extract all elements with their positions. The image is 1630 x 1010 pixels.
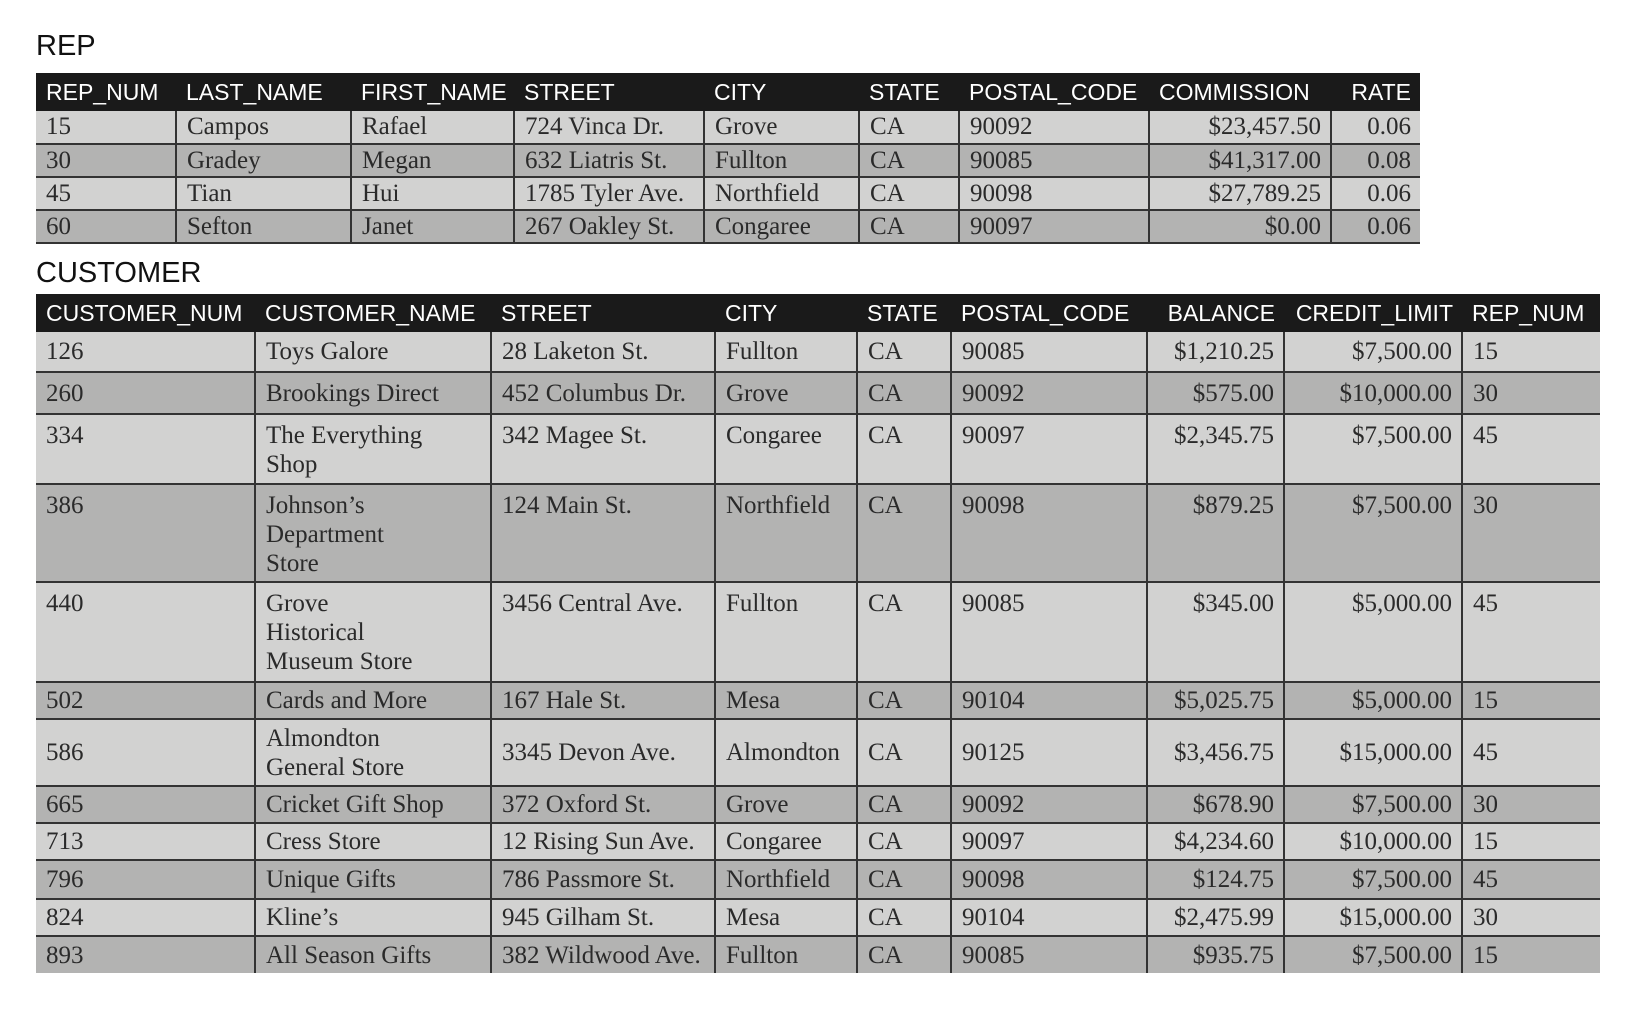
rep-table-title: REP: [36, 30, 96, 62]
table-cell: $5,000.00: [1284, 682, 1462, 719]
rep-table: [36, 73, 1420, 244]
table-cell: $4,234.60: [1147, 823, 1284, 860]
table-cell: CA: [857, 582, 951, 682]
table-cell: 90104: [951, 899, 1147, 936]
table-cell: 267 Oakley St.: [514, 210, 704, 243]
customer-header-row: [36, 294, 1600, 332]
table-cell: Brookings Direct: [255, 372, 491, 414]
table-cell: 126: [36, 332, 255, 372]
table-cell: 90092: [959, 111, 1149, 144]
table-cell: 0.08: [1331, 144, 1420, 177]
table-cell: 0.06: [1331, 210, 1420, 243]
table-cell: Rafael: [351, 111, 514, 144]
column-header: REP_NUM: [1462, 294, 1600, 332]
column-header: CREDIT_LIMIT: [1284, 294, 1462, 332]
table-cell: $15,000.00: [1284, 899, 1462, 936]
table-cell: CA: [857, 332, 951, 372]
table-cell: 15: [1462, 823, 1600, 860]
table-cell: Megan: [351, 144, 514, 177]
table-cell: Cards and More: [255, 682, 491, 719]
table-cell: 124 Main St.: [491, 484, 715, 582]
table-cell: 1785 Tyler Ave.: [514, 177, 704, 210]
table-cell: Mesa: [715, 682, 857, 719]
table-cell: 28 Laketon St.: [491, 332, 715, 372]
table-cell: 30: [1462, 484, 1600, 582]
table-cell: Congaree: [715, 823, 857, 860]
table-cell: 3345 Devon Ave.: [491, 719, 715, 786]
table-cell: $345.00: [1147, 582, 1284, 682]
column-header: CITY: [704, 73, 859, 111]
table-cell: $41,317.00: [1149, 144, 1331, 177]
column-header: FIRST_NAME: [351, 73, 514, 111]
table-cell: 90085: [951, 936, 1147, 973]
table-cell: Grove: [704, 111, 859, 144]
table-cell: 386: [36, 484, 255, 582]
table-cell: Fullton: [715, 936, 857, 973]
table-cell: Sefton: [176, 210, 351, 243]
column-header: CUSTOMER_NUM: [36, 294, 255, 332]
table-cell: $1,210.25: [1147, 332, 1284, 372]
table-cell: 30: [1462, 786, 1600, 823]
table-cell: Janet: [351, 210, 514, 243]
table-cell: 372 Oxford St.: [491, 786, 715, 823]
table-row: [36, 210, 1420, 243]
table-cell: 45: [1462, 414, 1600, 484]
table-cell: Campos: [176, 111, 351, 144]
table-cell: 15: [36, 111, 176, 144]
table-cell: Tian: [176, 177, 351, 210]
table-cell: $10,000.00: [1284, 823, 1462, 860]
column-header: POSTAL_CODE: [959, 73, 1149, 111]
table-cell: Congaree: [715, 414, 857, 484]
table-cell: Toys Galore: [255, 332, 491, 372]
table-row: [36, 899, 1600, 936]
table-cell: CA: [859, 177, 959, 210]
table-cell: $10,000.00: [1284, 372, 1462, 414]
table-cell: 15: [1462, 936, 1600, 973]
table-row: [36, 111, 1420, 144]
table-cell: $575.00: [1147, 372, 1284, 414]
table-cell: Fullton: [704, 144, 859, 177]
table-cell: 452 Columbus Dr.: [491, 372, 715, 414]
table-cell: CA: [857, 936, 951, 973]
rep-header-row: [36, 73, 1420, 111]
column-header: RATE: [1331, 73, 1420, 111]
table-cell: 713: [36, 823, 255, 860]
table-row: [36, 682, 1600, 719]
table-cell: 12 Rising Sun Ave.: [491, 823, 715, 860]
table-cell: 90097: [951, 414, 1147, 484]
table-cell: 167 Hale St.: [491, 682, 715, 719]
table-cell: 382 Wildwood Ave.: [491, 936, 715, 973]
table-cell: $7,500.00: [1284, 332, 1462, 372]
table-cell: 90104: [951, 682, 1147, 719]
table-cell: $7,500.00: [1284, 936, 1462, 973]
table-cell: Northfield: [704, 177, 859, 210]
table-cell: Johnson’s Department Store: [255, 484, 491, 582]
table-cell: 893: [36, 936, 255, 973]
table-cell: Northfield: [715, 860, 857, 899]
table-cell: $7,500.00: [1284, 786, 1462, 823]
table-cell: CA: [857, 682, 951, 719]
table-cell: 440: [36, 582, 255, 682]
table-cell: Hui: [351, 177, 514, 210]
table-cell: 665: [36, 786, 255, 823]
column-header: LAST_NAME: [176, 73, 351, 111]
table-row: [36, 860, 1600, 899]
table-row: [36, 582, 1600, 682]
table-cell: Cress Store: [255, 823, 491, 860]
table-cell: $15,000.00: [1284, 719, 1462, 786]
table-cell: 45: [1462, 582, 1600, 682]
table-cell: 90097: [951, 823, 1147, 860]
table-cell: 724 Vinca Dr.: [514, 111, 704, 144]
table-cell: Grove: [715, 372, 857, 414]
table-cell: 90125: [951, 719, 1147, 786]
customer-table-title: CUSTOMER: [36, 257, 202, 289]
table-cell: $2,475.99: [1147, 899, 1284, 936]
table-cell: All Season Gifts: [255, 936, 491, 973]
table-cell: 90098: [959, 177, 1149, 210]
table-cell: 632 Liatris St.: [514, 144, 704, 177]
table-cell: 45: [1462, 860, 1600, 899]
table-cell: CA: [859, 111, 959, 144]
table-cell: CA: [857, 786, 951, 823]
table-cell: CA: [857, 719, 951, 786]
table-cell: $7,500.00: [1284, 484, 1462, 582]
column-header: STREET: [491, 294, 715, 332]
table-cell: $27,789.25: [1149, 177, 1331, 210]
table-cell: CA: [859, 144, 959, 177]
table-cell: Congaree: [704, 210, 859, 243]
column-header: BALANCE: [1147, 294, 1284, 332]
table-cell: 30: [36, 144, 176, 177]
table-row: [36, 823, 1600, 860]
table-cell: 0.06: [1331, 111, 1420, 144]
table-cell: CA: [857, 899, 951, 936]
table-cell: CA: [857, 860, 951, 899]
table-row: [36, 177, 1420, 210]
table-cell: Kline’s: [255, 899, 491, 936]
table-cell: $7,500.00: [1284, 860, 1462, 899]
table-cell: CA: [857, 414, 951, 484]
table-cell: Mesa: [715, 899, 857, 936]
table-cell: 945 Gilham St.: [491, 899, 715, 936]
table-cell: 502: [36, 682, 255, 719]
column-header: REP_NUM: [36, 73, 176, 111]
table-cell: 15: [1462, 332, 1600, 372]
table-cell: 342 Magee St.: [491, 414, 715, 484]
table-row: [36, 936, 1600, 973]
table-cell: Grove Historical Museum Store: [255, 582, 491, 682]
table-cell: 90085: [951, 582, 1147, 682]
customer-table: [36, 294, 1600, 973]
table-row: [36, 332, 1600, 372]
table-cell: Almondton General Store: [255, 719, 491, 786]
table-cell: $23,457.50: [1149, 111, 1331, 144]
table-cell: $935.75: [1147, 936, 1284, 973]
table-cell: The Everything Shop: [255, 414, 491, 484]
table-row: [36, 414, 1600, 484]
table-cell: 90097: [959, 210, 1149, 243]
table-cell: 30: [1462, 899, 1600, 936]
column-header: COMMISSION: [1149, 73, 1331, 111]
table-cell: 3456 Central Ave.: [491, 582, 715, 682]
table-cell: Gradey: [176, 144, 351, 177]
table-cell: Fullton: [715, 332, 857, 372]
column-header: CUSTOMER_NAME: [255, 294, 491, 332]
table-cell: 90098: [951, 860, 1147, 899]
table-cell: 260: [36, 372, 255, 414]
table-row: [36, 372, 1600, 414]
table-row: [36, 144, 1420, 177]
table-cell: Grove: [715, 786, 857, 823]
column-header: STATE: [857, 294, 951, 332]
table-cell: 334: [36, 414, 255, 484]
column-header: POSTAL_CODE: [951, 294, 1147, 332]
table-cell: $124.75: [1147, 860, 1284, 899]
table-cell: 30: [1462, 372, 1600, 414]
table-cell: 586: [36, 719, 255, 786]
table-cell: 90092: [951, 372, 1147, 414]
column-header: STREET: [514, 73, 704, 111]
table-cell: CA: [857, 484, 951, 582]
table-cell: 90085: [959, 144, 1149, 177]
table-cell: Cricket Gift Shop: [255, 786, 491, 823]
table-cell: 45: [1462, 719, 1600, 786]
table-cell: $879.25: [1147, 484, 1284, 582]
table-cell: 90098: [951, 484, 1147, 582]
table-cell: $2,345.75: [1147, 414, 1284, 484]
table-cell: $5,000.00: [1284, 582, 1462, 682]
table-cell: Unique Gifts: [255, 860, 491, 899]
table-cell: 824: [36, 899, 255, 936]
table-cell: 15: [1462, 682, 1600, 719]
table-cell: $678.90: [1147, 786, 1284, 823]
table-cell: $5,025.75: [1147, 682, 1284, 719]
table-cell: 0.06: [1331, 177, 1420, 210]
table-cell: Fullton: [715, 582, 857, 682]
table-cell: 786 Passmore St.: [491, 860, 715, 899]
table-cell: 90085: [951, 332, 1147, 372]
table-row: [36, 484, 1600, 582]
table-cell: $3,456.75: [1147, 719, 1284, 786]
table-cell: Almondton: [715, 719, 857, 786]
table-cell: CA: [859, 210, 959, 243]
table-cell: 796: [36, 860, 255, 899]
column-header: CITY: [715, 294, 857, 332]
table-cell: 90092: [951, 786, 1147, 823]
table-cell: $0.00: [1149, 210, 1331, 243]
column-header: STATE: [859, 73, 959, 111]
table-row: [36, 719, 1600, 786]
table-cell: $7,500.00: [1284, 414, 1462, 484]
table-cell: CA: [857, 372, 951, 414]
table-cell: CA: [857, 823, 951, 860]
table-cell: Northfield: [715, 484, 857, 582]
table-row: [36, 786, 1600, 823]
table-cell: 45: [36, 177, 176, 210]
table-cell: 60: [36, 210, 176, 243]
